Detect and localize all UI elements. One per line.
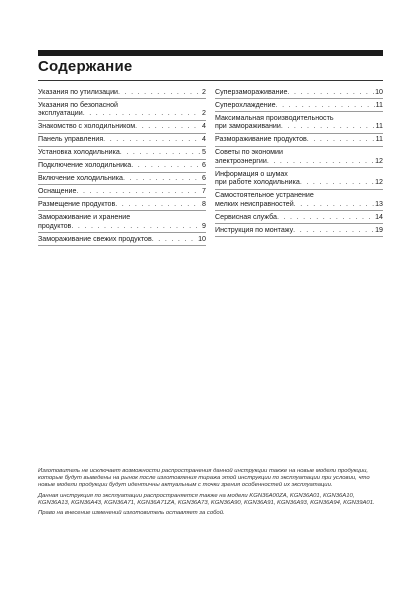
toc-entry-line: [215, 122, 383, 131]
toc-entry-label: Суперзамораживание: [215, 87, 288, 96]
toc-page-number: 2: [202, 87, 206, 96]
toc-entry-line: [215, 114, 383, 123]
toc-entry-label: Включение холодильника: [38, 174, 123, 183]
toc-entry-line: [38, 109, 206, 118]
toc-entry-line: [38, 161, 206, 170]
toc-entry[interactable]: [38, 233, 206, 246]
toc-entry[interactable]: [215, 134, 383, 147]
dot-leader: [287, 88, 374, 97]
dot-leader: [135, 122, 201, 131]
toc-entry[interactable]: [38, 121, 206, 134]
toc-entry-line: [215, 88, 383, 97]
dot-leader: [300, 178, 374, 187]
note-paragraph: Право на внесение изменений изготовитель оставляет за собой.: [38, 510, 225, 517]
toc-entry-line: [215, 157, 383, 166]
toc-entry-label: Инструкция по монтажу: [215, 225, 294, 234]
toc-entry-label: Советы по экономии: [215, 148, 283, 157]
toc-page-number: 10: [375, 87, 383, 96]
toc-entry-line: [38, 101, 206, 110]
toc-entry-line: [215, 148, 383, 157]
dot-leader: [281, 122, 375, 131]
toc-entry[interactable]: [38, 160, 206, 173]
toc-entry-label: Самостоятельное устранение: [215, 191, 314, 200]
toc-entry-label: продуктов: [38, 221, 72, 230]
toc-entry-label: электроэнергии: [215, 156, 267, 165]
dot-leader: [293, 226, 374, 235]
toc-entry-label: эксплуатации: [38, 109, 83, 118]
dot-leader: [277, 213, 374, 222]
toc-entry-label: Указания по безопасной: [38, 100, 119, 109]
toc-page-number: 14: [375, 212, 383, 221]
toc-entry-label: при замораживании: [215, 122, 281, 131]
toc-entry-line: [38, 135, 206, 144]
toc-entry[interactable]: [215, 211, 383, 224]
toc-entry-label: Подключение холодильника: [38, 161, 132, 170]
toc-page-number: 9: [202, 221, 206, 230]
dot-leader: [76, 187, 201, 196]
toc-entry-line: [215, 101, 383, 110]
toc-entry-line: [38, 200, 206, 209]
note-paragraph: Данная инструкция по эксплуатации распространяется также на модели KGN36A00ZA, KGN36A01, KGN36A10, KGN36A13, KGN36A43, KGN36A71, KGN36A71ZA, KGN36A73, KGN36A90, KGN36A91, KGN36A93, KGN36A94, KGN39A01.: [38, 492, 375, 506]
toc-entry[interactable]: [215, 147, 383, 169]
toc-entry-label: мелких неисправностей: [215, 199, 294, 208]
toc-column-left: [38, 86, 206, 246]
toc-page-number: 11: [375, 100, 383, 109]
toc-page-number: 8: [202, 200, 206, 209]
dot-leader: [120, 148, 201, 157]
toc-entry[interactable]: [38, 198, 206, 211]
toc-entry[interactable]: [38, 99, 206, 121]
toc-entry-label: Сервисная служба: [215, 212, 277, 221]
toc-page-number: 5: [202, 148, 206, 157]
toc-entry-line: [38, 122, 206, 131]
dot-leader: [152, 235, 197, 244]
toc-entry-line: [215, 170, 383, 179]
toc-entry[interactable]: [215, 99, 383, 112]
dot-leader: [294, 200, 374, 209]
toc-entry-line: [38, 222, 206, 231]
page-title: Содержание: [38, 58, 133, 75]
toc-entry[interactable]: [38, 185, 206, 198]
dot-leader: [123, 174, 201, 183]
dot-leader: [71, 222, 201, 231]
toc-entry-label: Размораживание продуктов: [215, 135, 307, 144]
toc-page-number: 10: [198, 234, 206, 243]
toc-entry[interactable]: [215, 190, 383, 212]
toc-page-number: 19: [375, 225, 383, 234]
title-divider: [38, 80, 383, 81]
toc-page-number: 7: [202, 187, 206, 196]
toc-entry-line: [38, 148, 206, 157]
dot-leader: [118, 88, 201, 97]
toc-page-number: 12: [375, 156, 383, 165]
toc-page-number: 6: [202, 174, 206, 183]
dot-leader: [115, 200, 201, 209]
toc-entry-line: [215, 213, 383, 222]
toc-entry[interactable]: [38, 147, 206, 160]
dot-leader: [307, 135, 375, 144]
toc-page-number: 6: [202, 161, 206, 170]
toc-page-number: 4: [202, 135, 206, 144]
header-rule: [38, 50, 383, 56]
toc-entry[interactable]: [38, 211, 206, 233]
notes-section: [38, 468, 383, 520]
dot-leader: [131, 161, 201, 170]
note-paragraph: Изготовитель не исключает возможности распространения данной инструкции также на новые модели продукции, которые будут выведены на рынок после изготовления тиража этой инструкции по эксплуатации при условии, что новые модели продукции будут идентичны актуальным с точки зрения особенностей их эксплуатации.: [38, 468, 370, 489]
toc-entry-line: [38, 88, 206, 97]
toc-entry-label: Замораживание и хранение: [38, 213, 131, 222]
toc-page-number: 12: [375, 178, 383, 187]
toc-entry[interactable]: [38, 86, 206, 99]
toc-entry-label: Знакомство с холодильником: [38, 122, 136, 131]
toc-entry-label: Максимальная производительность: [215, 113, 334, 122]
toc-page-number: 4: [202, 122, 206, 131]
toc-page-number: 11: [375, 135, 383, 144]
toc-page-number: 2: [202, 109, 206, 118]
toc-entry-line: [215, 135, 383, 144]
toc-entry[interactable]: [38, 134, 206, 147]
toc-entry-label: Оснащение: [38, 187, 77, 196]
dot-leader: [276, 101, 375, 110]
toc-entry-line: [215, 178, 383, 187]
toc-entry-line: [38, 235, 206, 244]
toc-entry-label: Размещение продуктов: [38, 200, 116, 209]
dot-leader: [267, 157, 374, 166]
toc-entry-label: Панель управления: [38, 135, 104, 144]
toc-entry[interactable]: [215, 224, 383, 237]
toc-entry-label: Указания по утилизации: [38, 87, 119, 96]
toc-column-right: [215, 86, 383, 237]
toc-entry-line: [215, 200, 383, 209]
toc-entry[interactable]: [215, 86, 383, 99]
toc-entry[interactable]: [215, 168, 383, 190]
toc-entry-line: [215, 191, 383, 200]
toc-entry-line: [215, 226, 383, 235]
toc-entry-line: [38, 187, 206, 196]
dot-leader: [83, 109, 201, 118]
toc-entry-line: [38, 174, 206, 183]
toc-entry-label: Установка холодильника: [38, 148, 120, 157]
toc-entry[interactable]: [38, 173, 206, 186]
toc-entry-label: при работе холодильника: [215, 178, 300, 187]
toc-entry-label: Информация о шумах: [215, 169, 288, 178]
dot-leader: [103, 135, 201, 144]
toc-entry-label: Замораживание свежих продуктов: [38, 234, 152, 243]
toc-entry-label: Суперохлаждение: [215, 100, 276, 109]
toc-page-number: 13: [375, 199, 383, 208]
toc-entry-line: [38, 213, 206, 222]
toc-page-number: 11: [375, 122, 383, 131]
toc-entry[interactable]: [215, 112, 383, 134]
